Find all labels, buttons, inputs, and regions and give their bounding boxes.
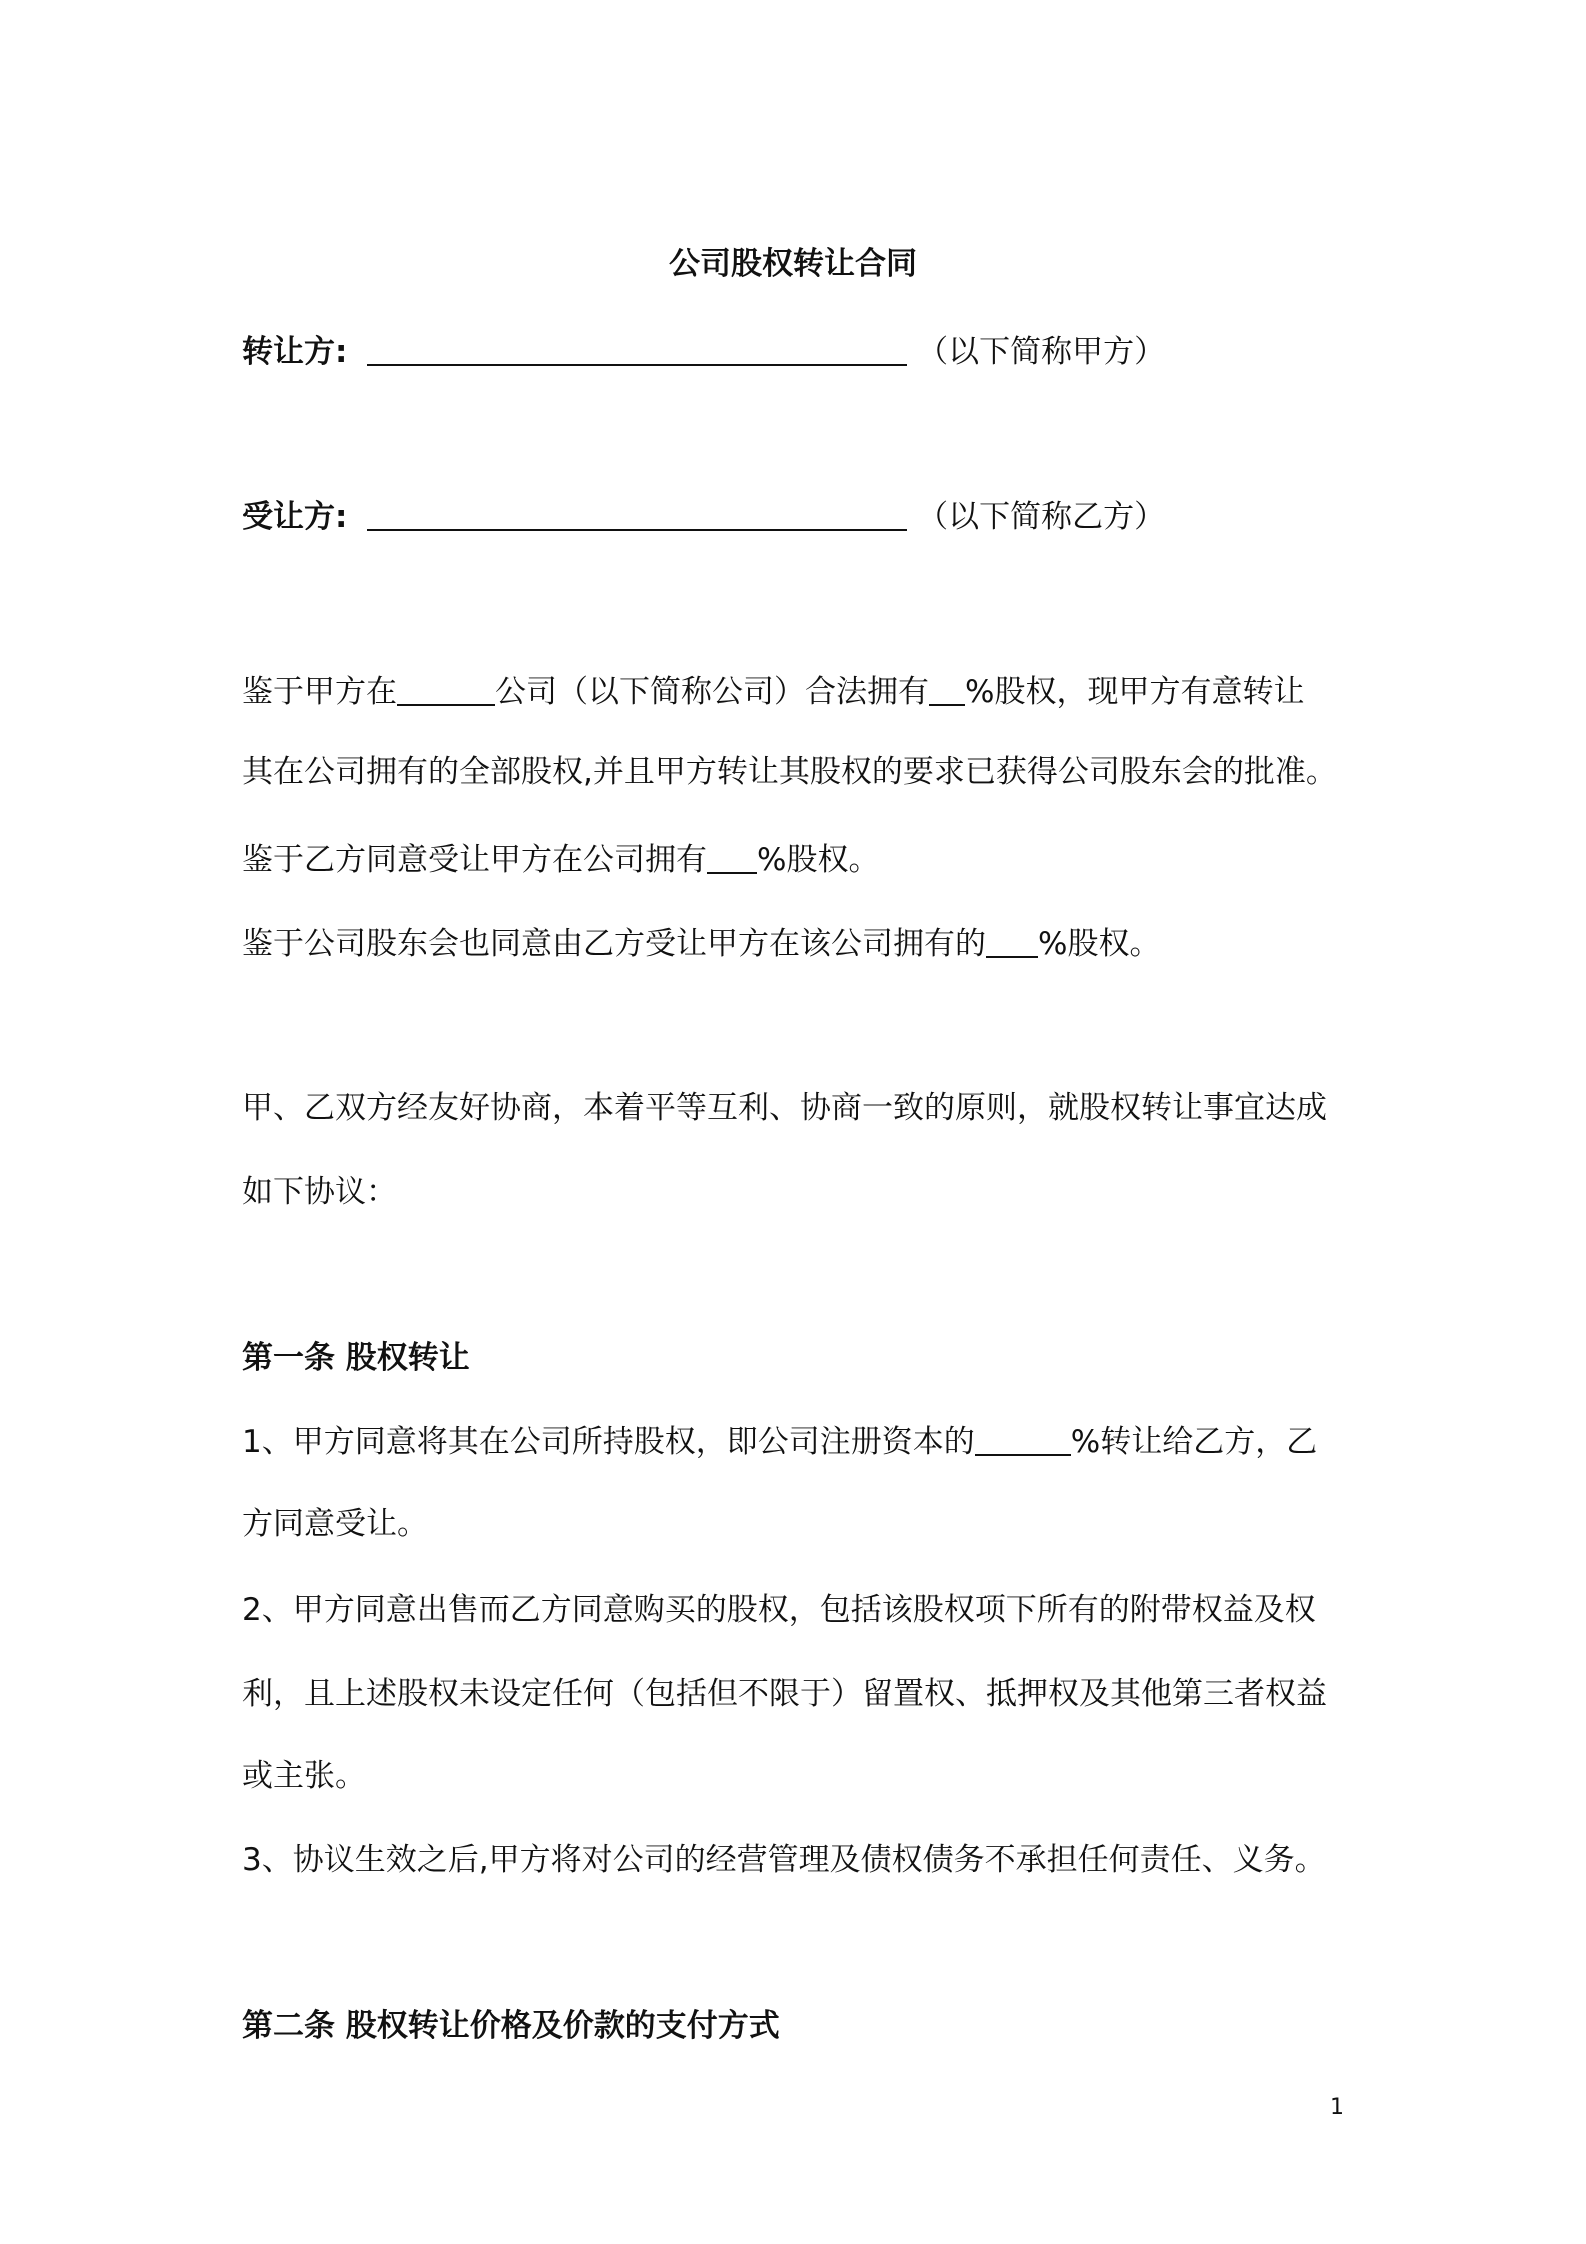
article-1-clause-2-line-1: 2、甲方同意出售而乙方同意购买的股权，包括该股权项下所有的附带权益及权 (242, 1592, 1316, 1628)
recital-text: 鉴于乙方同意受让甲方在公司拥有 (242, 842, 707, 878)
recital-text: %股权。 (1038, 926, 1161, 962)
page-number: 1 (1330, 2095, 1344, 2120)
transferor-line (242, 332, 1362, 372)
transferor-suffix: （以下简称甲方） (917, 334, 1166, 370)
clause-text: %转让给乙方，乙 (1070, 1424, 1318, 1460)
share-percent-blank[interactable] (986, 926, 1038, 958)
company-name-blank[interactable] (397, 674, 495, 706)
transferee-name-field[interactable] (367, 499, 907, 531)
agreement-line-2: 如下协议： (242, 1174, 397, 1210)
clause-text: 1、甲方同意将其在公司所持股权，即公司注册资本的 (242, 1424, 975, 1460)
article-1-clause-2-line-2: 利，且上述股权未设定任何（包括但不限于）留置权、抵押权及其他第三者权益 (242, 1676, 1327, 1712)
transferee-line (242, 497, 1362, 537)
transferor-name-field[interactable] (367, 334, 907, 366)
recital-text: %股权，现甲方有意转让 (965, 674, 1305, 710)
document-title: 公司股权转让合同 (669, 246, 917, 282)
article-1-heading: 第一条 股权转让 (242, 1340, 470, 1376)
transferee-label: 受让方: (242, 499, 348, 535)
recital-text: 鉴于甲方在 (242, 674, 397, 710)
agreement-line-1: 甲、乙双方经友好协商，本着平等互利、协商一致的原则，就股权转让事宜达成 (242, 1090, 1327, 1126)
article-1-clause-2-line-3: 或主张。 (242, 1758, 366, 1794)
article-1-clause-1-line-2: 方同意受让。 (242, 1506, 428, 1542)
recital-2 (242, 840, 1362, 880)
transferee-suffix: （以下简称乙方） (917, 499, 1166, 535)
article-1-clause-1-line-1 (242, 1422, 1362, 1462)
capital-percent-blank[interactable] (975, 1424, 1071, 1456)
article-1-clause-3: 3、协议生效之后,甲方将对公司的经营管理及债权债务不承担任何责任、义务。 (242, 1842, 1326, 1878)
recital-1-line-1 (242, 672, 1362, 712)
article-2-heading: 第二条 股权转让价格及价款的支付方式 (242, 2008, 780, 2044)
recital-text: 鉴于公司股东会也同意由乙方受让甲方在该公司拥有的 (242, 926, 986, 962)
share-percent-blank[interactable] (929, 674, 965, 706)
transferor-label: 转让方: (242, 334, 348, 370)
recital-text: 公司（以下简称公司）合法拥有 (495, 674, 929, 710)
recital-1-line-2: 其在公司拥有的全部股权,并且甲方转让其股权的要求已获得公司股东会的批准。 (242, 754, 1337, 790)
recital-text: %股权。 (757, 842, 880, 878)
recital-3 (242, 924, 1362, 964)
share-percent-blank[interactable] (707, 842, 757, 874)
